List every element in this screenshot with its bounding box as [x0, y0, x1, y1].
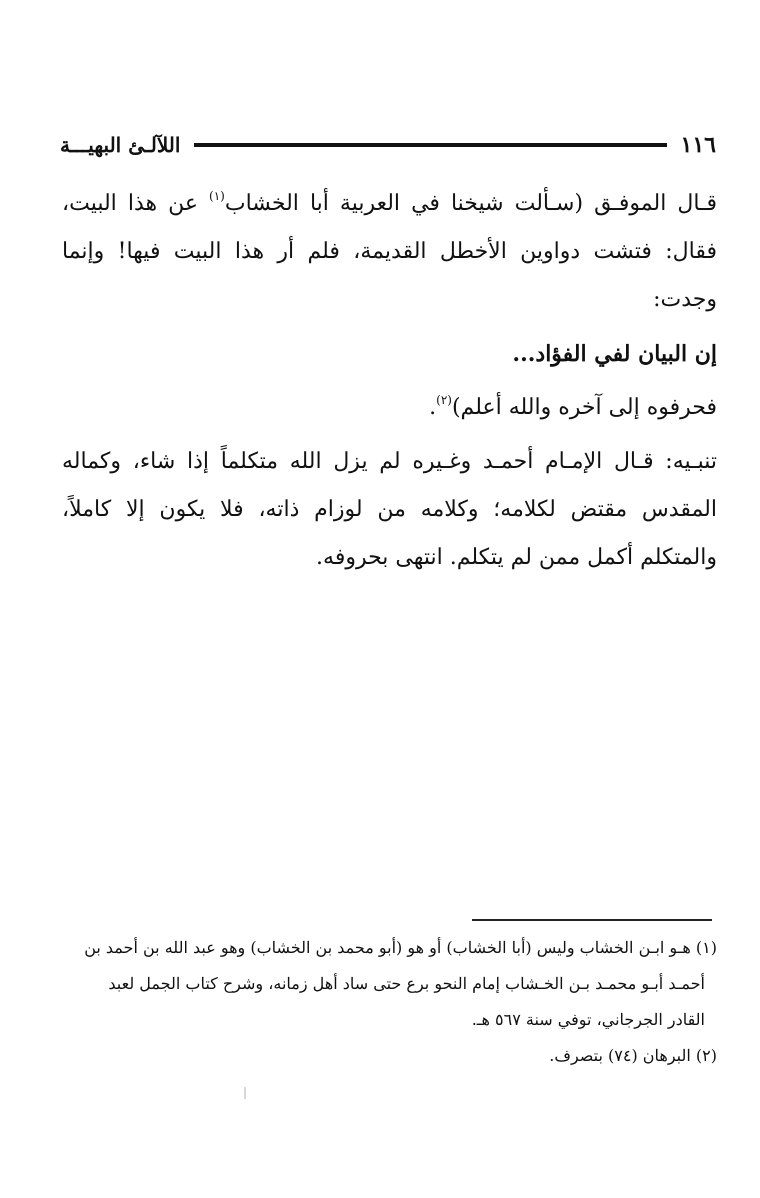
paragraph-1 [62, 180, 717, 324]
main-text [62, 180, 717, 582]
footnote-1-line-1: (١) هـو ابـن الخشاب وليس (أبا الخشاب) أو هو (أبو محمد بن الخشاب) وهو عبد الله بن أحمد بن [84, 938, 717, 957]
paragraph-1-rest: عن هذا البيت، فقال: فتشت دواوين الأخطل القديمة، فلم أر هذا البيت فيها! وإنما وجدت: [62, 191, 717, 312]
paragraph-2 [62, 384, 717, 432]
footnote-ref-2: (٢) [436, 393, 452, 407]
scan-mark [244, 1087, 246, 1099]
page-header [60, 128, 716, 162]
verse-line: إن البيان لفي الفؤاد... [512, 341, 717, 367]
paragraph-1-text: قـال الموفـق (سـألت شيخنا في العربية أبا الخشاب [224, 191, 717, 216]
paragraph-2-end: . [429, 395, 437, 420]
footnote-separator [472, 919, 712, 921]
header-rule [194, 143, 666, 147]
footnote-ref-1: (١) [209, 189, 225, 203]
page-number: ١١٦ [680, 132, 716, 158]
footnote-2: (٢) البرهان (٧٤) بتصرف. [549, 1046, 717, 1065]
footnotes [62, 930, 717, 1074]
footnote-1-line-2: أحمـد أبـو محمـد بـن الخـشاب إمام النحو برع حتى ساد أهل زمانه، وشرح كتاب الجمل لعبد [108, 974, 705, 993]
paragraph-3: تنبـيه: قـال الإمـام أحمـد وغـيره لم يزل الله متكلماً إذا شاء، وكماله المقدس مقتض لكلامه؛ وكلامه من لوزام ذاته، فلا يكون إلا كاملاً، والمتكلم أكمل ممن لم يتكلم. انتهى بحروفه. [62, 449, 717, 570]
footnote-1-line-3: القادر الجرجاني، توفي سنة ٥٦٧ هـ. [471, 1010, 705, 1029]
paragraph-2-text: فحرفوه إلى آخره والله أعلم) [451, 395, 717, 420]
running-title: اللآلـئ البهيـــة [60, 133, 181, 157]
